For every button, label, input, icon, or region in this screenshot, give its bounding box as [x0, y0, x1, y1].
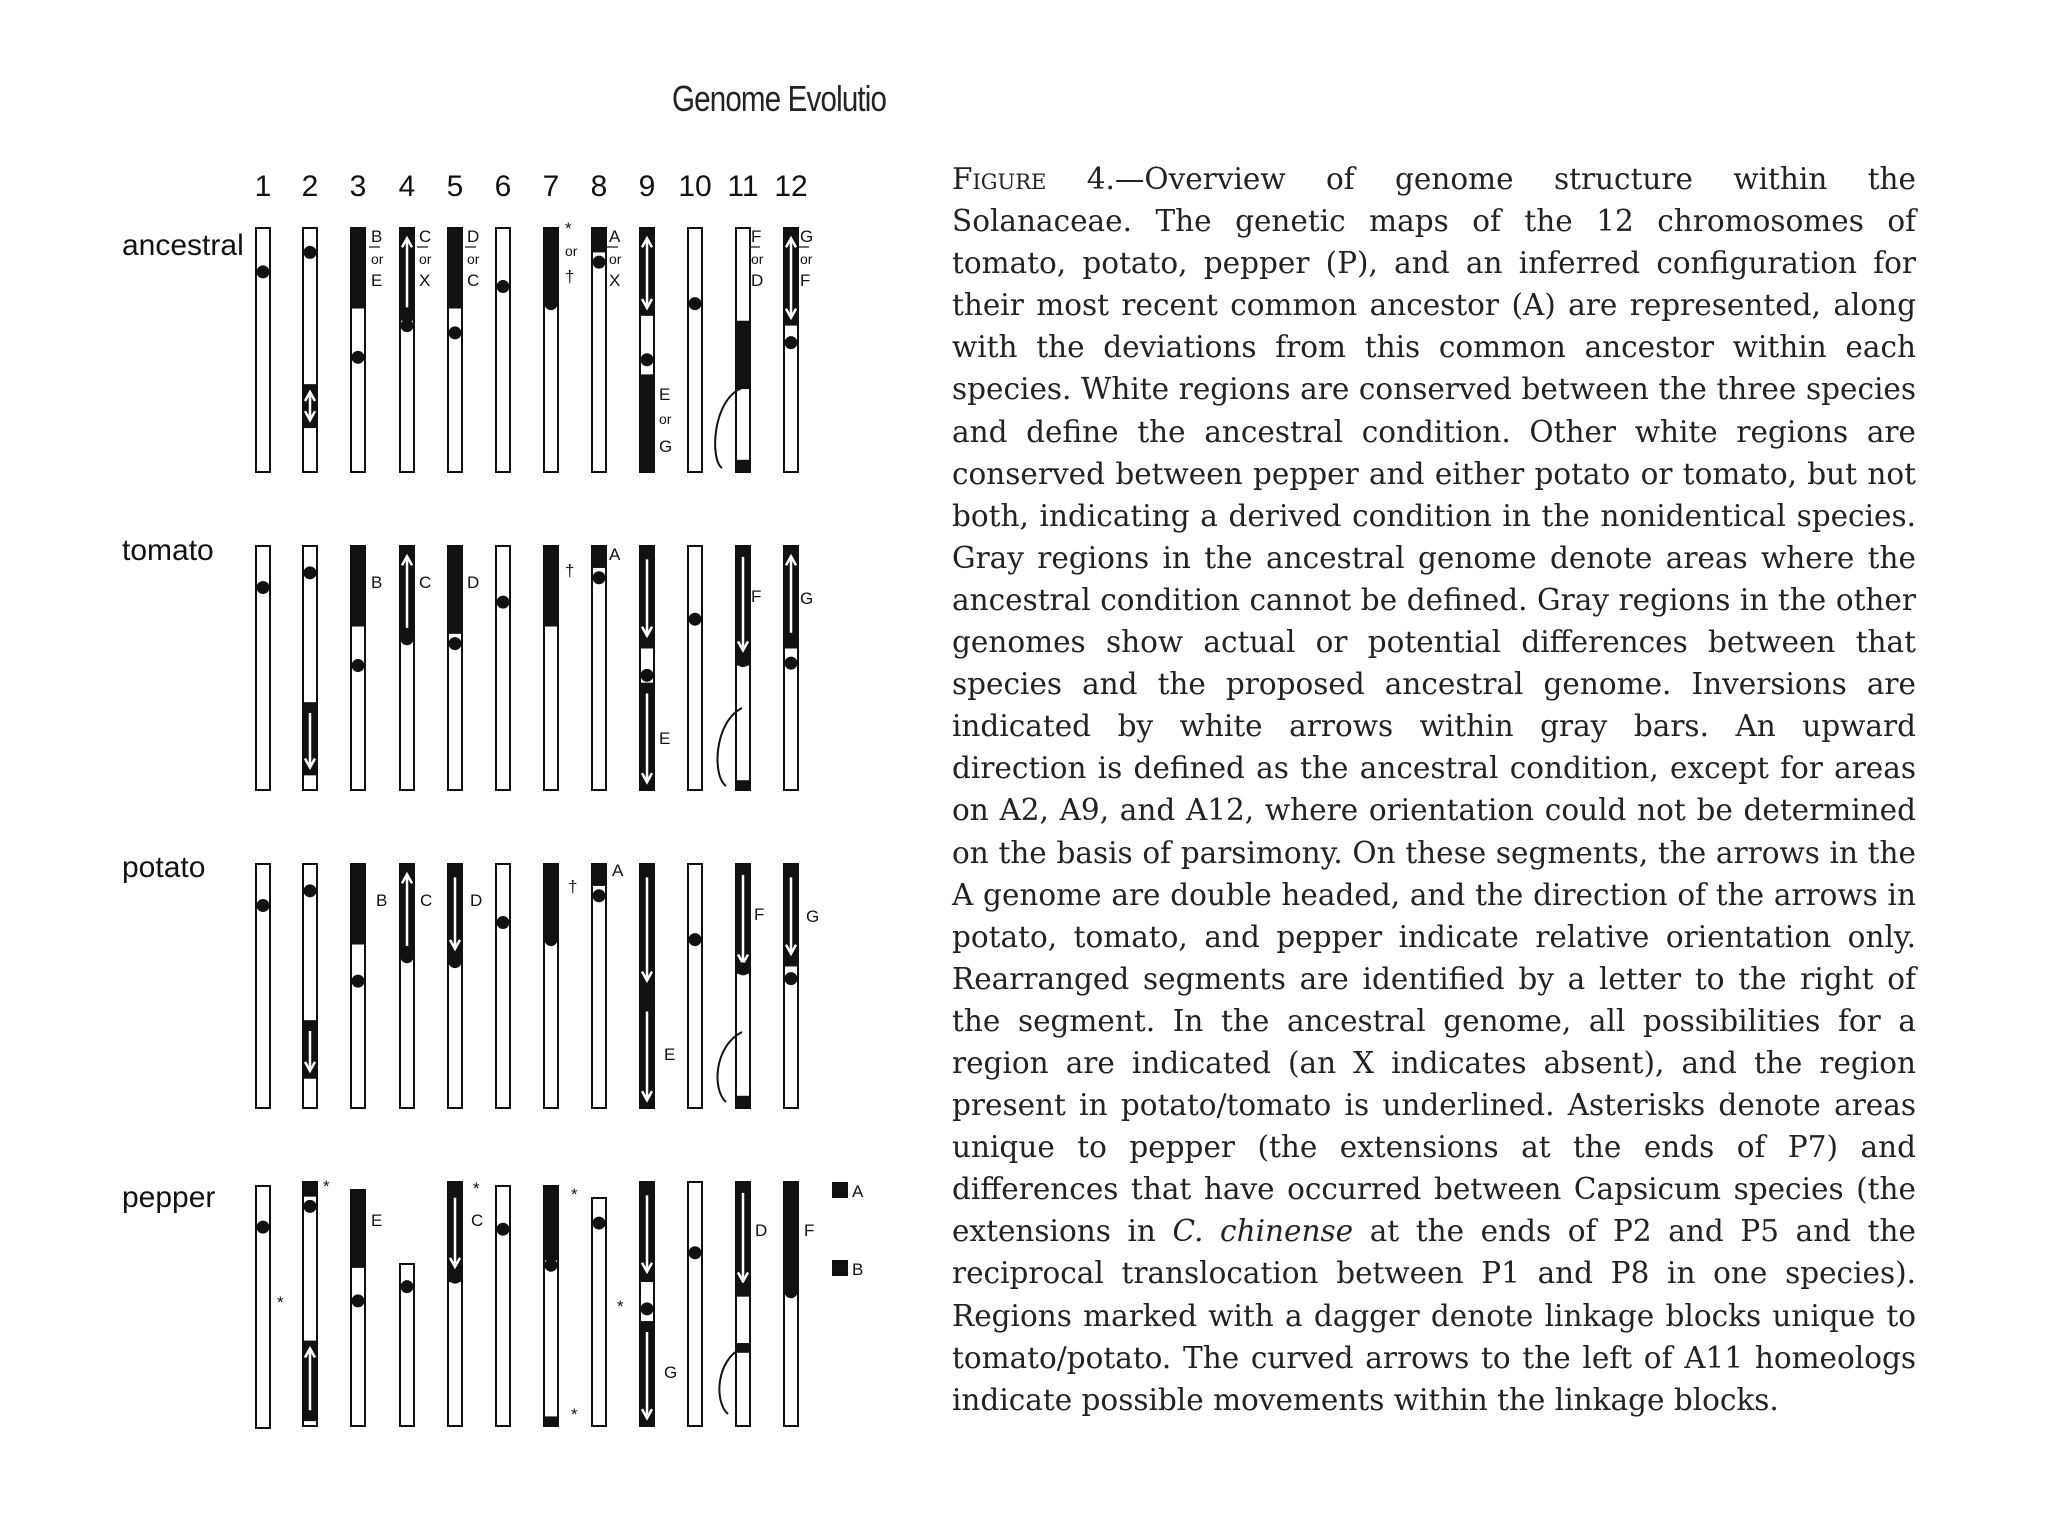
centromere-dot — [689, 1246, 702, 1259]
chromosome-outline — [303, 228, 317, 472]
chromosome-pepper-1 — [256, 1186, 270, 1428]
centromere-dot — [737, 962, 750, 975]
centromere-dot — [785, 972, 798, 985]
species-row-labels — [122, 229, 244, 1214]
chromosome-outline — [496, 864, 510, 1108]
chromosome-ancestral-5 — [448, 228, 462, 472]
chromosome-potato-6 — [496, 864, 510, 1108]
chromosome-block — [736, 1096, 750, 1108]
segment-label: or — [565, 243, 578, 259]
running-head: Genome Evolutio — [672, 78, 887, 119]
centromere-dot — [401, 950, 414, 963]
chromosome-ancestral-11 — [736, 228, 750, 472]
segment-label: F — [751, 587, 762, 606]
chromosome-tomato-10 — [688, 546, 702, 790]
segment-label: * — [571, 1185, 578, 1204]
chromosome-block — [736, 780, 750, 790]
segment-label: or — [800, 251, 813, 267]
legend-swatch — [832, 1182, 848, 1198]
segment-label: F — [804, 1221, 815, 1240]
chromosome-pepper-9 — [640, 1182, 654, 1426]
centromere-dot — [257, 581, 270, 594]
chromosome-pepper-6 — [496, 1186, 510, 1426]
segment-label: or — [419, 251, 432, 267]
centromere-dot — [641, 1302, 654, 1315]
centromere-dot — [593, 256, 606, 269]
chromosome-potato-5 — [448, 864, 462, 1108]
chromosome-ancestral-10 — [688, 228, 702, 472]
chromosome-potato-7 — [544, 864, 558, 1108]
figure-caption — [952, 158, 1916, 1421]
chromosome-block — [544, 228, 558, 301]
chromosome-outline — [256, 228, 270, 472]
segment-label: C — [420, 891, 433, 910]
chromosome-potato-4 — [400, 864, 414, 1108]
centromere-dot — [497, 916, 510, 929]
chromosome-potato-3 — [351, 864, 365, 1108]
chromosome-row-tomato — [256, 546, 798, 790]
chromosome-block — [351, 864, 365, 945]
segment-label: or — [751, 251, 764, 267]
segment-label: E — [659, 385, 671, 404]
chromosome-tomato-12 — [784, 546, 798, 790]
centromere-dot — [449, 955, 462, 968]
chromosome-potato-10 — [688, 864, 702, 1108]
centromere-dot — [545, 297, 558, 310]
centromere-dot — [497, 280, 510, 293]
chromosome-ancestral-12 — [784, 228, 798, 472]
chromosome-bars — [256, 228, 798, 1428]
chromosome-block — [736, 460, 750, 472]
centromere-dot — [352, 975, 365, 988]
chromosome-potato-11 — [736, 864, 750, 1108]
legend — [832, 1182, 864, 1279]
caption-species-name: C. chinense — [1172, 1214, 1354, 1249]
segment-label: D — [467, 573, 480, 592]
segment-label: A — [609, 545, 621, 564]
centromere-dot — [401, 319, 414, 332]
segment-label: C — [467, 271, 480, 290]
segment-label: F — [751, 227, 762, 246]
chromosome-outline — [688, 864, 702, 1108]
chromosome-potato-9 — [640, 864, 654, 1108]
chromosome-outline — [496, 228, 510, 472]
segment-label: † — [565, 561, 575, 580]
centromere-dot — [449, 637, 462, 650]
chromosome-pepper-7 — [544, 1186, 558, 1426]
chromosome-block — [303, 1182, 317, 1197]
chromosome-number: 1 — [254, 170, 272, 203]
chromosome-outline — [688, 228, 702, 472]
centromere-dot — [593, 1217, 606, 1230]
segment-label: B — [376, 891, 388, 910]
chromosome-potato-2 — [303, 864, 317, 1108]
segment-label: B — [371, 573, 383, 592]
chromosome-block — [640, 374, 654, 472]
chromosome-block — [351, 228, 365, 309]
segment-label: D — [751, 271, 764, 290]
chromosome-tomato-5 — [448, 546, 462, 790]
segment-label: * — [565, 219, 572, 238]
chromosome-number-header — [255, 170, 808, 203]
chromosome-tomato-7 — [544, 546, 558, 790]
legend-label: A — [852, 1182, 864, 1201]
centromere-dot — [257, 265, 270, 278]
segment-label: D — [467, 227, 480, 246]
chromosome-block — [351, 1190, 365, 1268]
segment-label: * — [323, 1177, 330, 1196]
chromosome-number: 7 — [542, 170, 560, 203]
chromosome-block — [448, 546, 462, 634]
chromosome-block — [448, 228, 462, 309]
segment-label: C — [419, 573, 432, 592]
chromosome-ancestral-1 — [256, 228, 270, 472]
centromere-dot — [689, 613, 702, 626]
centromere-dot — [641, 353, 654, 366]
chromosome-number: 12 — [774, 170, 808, 203]
chromosome-block — [736, 321, 750, 389]
centromere-dot — [641, 992, 654, 1005]
segment-label: C — [419, 227, 432, 246]
caption-dash: — — [1114, 162, 1145, 196]
chromosome-ancestral-6 — [496, 228, 510, 472]
segment-label: * — [571, 1405, 578, 1424]
chromosome-tomato-8 — [592, 546, 606, 790]
caption-figure-label: Figure 4. — [952, 162, 1115, 196]
segment-label: G — [806, 907, 820, 926]
chromosome-block — [351, 546, 365, 627]
chromosome-number: 2 — [301, 170, 319, 203]
segment-label: E — [371, 271, 383, 290]
centromere-dot — [737, 339, 750, 352]
segment-label: † — [568, 877, 578, 896]
chromosome-outline — [496, 1186, 510, 1426]
segment-label: A — [612, 861, 624, 880]
caption-text-part1: Overview of genome structure within the Solanaceae. The genetic maps of the 12 chromosomes of tomato, potato, pepper (P), and an inferred configuration for their most recent common ancestor (A) are represented, along with the deviations from this common ancestor within each species. White regions are conserved between the three species and define the ancestral condition. Other white regions are conserved between pepper and either potato or tomato, but not both, indicating a derived condition in the nonidentical species. Gray regions in the ancestral genome denote areas where the ancestral condition cannot be defined. Gray regions in the other genomes show actual or potential differences between that species and the proposed ancestral genome. Inversions are indicated by white arrows within gray bars. An upward direction is defined as the ancestral condition, except for areas on A2, A9, and A12, where orientation could not be determined on the basis of parsimony. On these segments, the arrows in the A genome are double headed, and the direction of the arrows in potato, tomato, and pepper indicate relative orientation only. Rearranged segments are identified by a letter to the right of the segment. In the ancestral genome, all possibilities for a region are indicated (an X indicates absent), and the region present in potato/tomato is underlined. Asterisks denote areas unique to pepper (the extensions at the ends of P7) and differences that have occurred between Capsicum species (the extensions in — [952, 162, 1917, 1249]
caption-text-part2: at the ends of P2 and P5 and the reciprocal translocation between P1 and P8 in one species). Regions marked with a dagger denote linkage blocks unique to tomato/potato. The curved arrows to the left of A11 homeologs indicate possible movements within the linkage blocks. — [952, 1214, 1916, 1417]
chromosome-outline — [496, 546, 510, 790]
chromosome-pepper-5 — [448, 1182, 462, 1426]
chromosome-ancestral-9 — [640, 228, 654, 472]
segment-label: D — [755, 1221, 768, 1240]
centromere-dot — [304, 1200, 317, 1213]
centromere-dot — [593, 571, 606, 584]
row-label-ancestral: ancestral — [122, 229, 244, 262]
centromere-dot — [785, 657, 798, 670]
centromere-dot — [352, 1294, 365, 1307]
chromosome-block — [544, 864, 558, 937]
chromosome-potato-8 — [592, 864, 606, 1108]
centromere-dot — [545, 1259, 558, 1272]
centromere-dot — [352, 659, 365, 672]
chromosome-block — [592, 228, 606, 252]
chromosome-number: 9 — [638, 170, 656, 203]
centromere-dot — [304, 884, 317, 897]
segment-label: G — [800, 227, 814, 246]
segment-label: * — [617, 1297, 624, 1316]
segment-label: † — [565, 267, 575, 286]
legend-swatch — [832, 1260, 848, 1276]
segment-label: or — [371, 251, 384, 267]
segment-label: G — [800, 589, 814, 608]
segment-label: X — [609, 271, 621, 290]
centromere-dot — [641, 669, 654, 682]
centromere-dot — [257, 899, 270, 912]
chromosome-number: 6 — [494, 170, 512, 203]
chromosome-block — [592, 546, 606, 568]
chromosome-row-potato — [256, 864, 798, 1108]
chromosome-number: 10 — [678, 170, 712, 203]
segment-label: E — [659, 729, 671, 748]
chromosome-tomato-2 — [303, 546, 317, 790]
chromosome-ancestral-2 — [303, 228, 317, 472]
centromere-dot — [401, 1280, 414, 1293]
chromosome-tomato-4 — [400, 546, 414, 790]
centromere-dot — [689, 933, 702, 946]
chromosome-number: 4 — [398, 170, 416, 203]
centromere-dot — [497, 596, 510, 609]
segment-label: or — [659, 411, 672, 427]
chromosome-tomato-11 — [736, 546, 750, 790]
segment-label: B — [371, 227, 383, 246]
chromosome-pepper-8 — [592, 1198, 606, 1426]
centromere-dot — [352, 351, 365, 364]
segment-label: F — [754, 905, 765, 924]
row-label-pepper: pepper — [122, 1181, 216, 1214]
centromere-dot — [545, 598, 558, 611]
chromosome-pepper-12 — [784, 1182, 798, 1426]
chromosome-block — [592, 864, 606, 886]
segment-label: F — [800, 271, 811, 290]
segment-label: E — [664, 1045, 676, 1064]
segment-label: or — [467, 251, 480, 267]
chromosome-ancestral-8 — [592, 228, 606, 472]
chromosome-potato-1 — [256, 864, 270, 1108]
chromosome-tomato-3 — [351, 546, 365, 790]
chromosome-block — [544, 1416, 558, 1426]
segment-label: E — [371, 1211, 383, 1230]
centromere-dot — [257, 1221, 270, 1234]
centromere-dot — [304, 566, 317, 579]
chromosome-outline — [688, 546, 702, 790]
chromosome-pepper-11 — [736, 1182, 750, 1426]
chromosome-ancestral-4 — [400, 228, 414, 472]
chromosome-tomato-1 — [256, 546, 270, 790]
centromere-dot — [449, 326, 462, 339]
chromosome-block — [736, 1343, 750, 1353]
chromosome-number: 11 — [727, 170, 759, 203]
segment-label: * — [277, 1293, 284, 1312]
chromosome-outline — [592, 1198, 606, 1426]
chromosome-block — [544, 546, 558, 627]
chromosome-ancestral-3 — [351, 228, 365, 472]
segment-label: * — [473, 1179, 480, 1198]
chromosome-row-pepper — [256, 1182, 798, 1428]
segment-label: C — [471, 1211, 484, 1230]
legend-label: B — [852, 1260, 864, 1279]
segment-label: or — [609, 251, 622, 267]
chromosome-pepper-10 — [688, 1182, 702, 1426]
chromosome-tomato-6 — [496, 546, 510, 790]
segment-label: X — [419, 271, 431, 290]
centromere-dot — [737, 1283, 750, 1296]
chromosome-outline — [688, 1182, 702, 1426]
chromosome-ancestral-7 — [544, 228, 558, 472]
centromere-dot — [545, 933, 558, 946]
centromere-dot — [593, 889, 606, 902]
centromere-dot — [785, 1285, 798, 1298]
centromere-dot — [737, 654, 750, 667]
chromosome-block — [784, 1182, 798, 1294]
chromosome-block — [544, 1186, 558, 1260]
row-label-potato: potato — [122, 851, 206, 884]
chromosome-pepper-4 — [400, 1264, 414, 1426]
chromosome-potato-12 — [784, 864, 798, 1108]
centromere-dot — [449, 1271, 462, 1284]
segment-label: G — [659, 437, 673, 456]
centromere-dot — [401, 632, 414, 645]
chromosome-pepper-2 — [303, 1182, 317, 1426]
chromosome-tomato-9 — [640, 546, 654, 790]
chromosome-number: 5 — [446, 170, 464, 203]
centromere-dot — [304, 246, 317, 259]
chromosome-row-ancestral — [256, 228, 798, 472]
chromosome-number: 8 — [590, 170, 608, 203]
segment-label: D — [470, 891, 483, 910]
centromere-dot — [497, 1223, 510, 1236]
centromere-dot — [689, 297, 702, 310]
centromere-dot — [785, 336, 798, 349]
chromosome-pepper-3 — [351, 1190, 365, 1426]
segment-label: G — [664, 1363, 678, 1382]
row-label-tomato: tomato — [122, 534, 214, 567]
segment-label: A — [609, 227, 621, 246]
chromosome-number: 3 — [349, 170, 367, 203]
